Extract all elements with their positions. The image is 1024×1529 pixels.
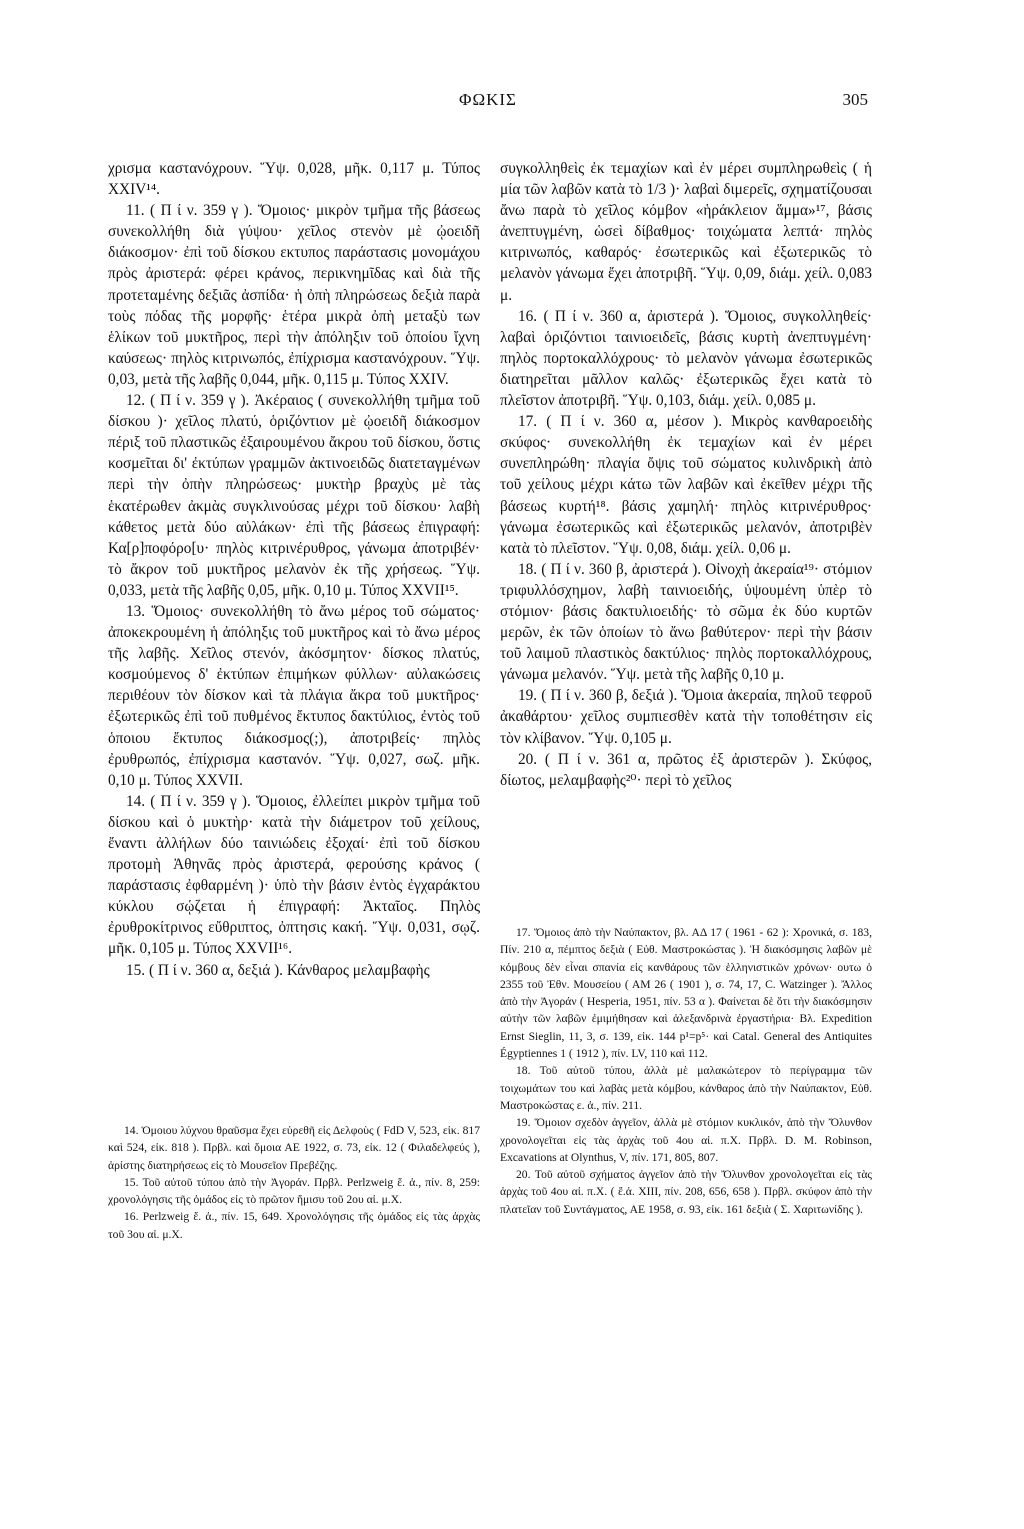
entry-19: 19. ( Π ί ν. 360 β, δεξιά ). Ὅμοια ἀκεραία, πηλοῦ τεφροῦ ἀκαθάρτου· χεῖλος συμπιεσθὲν κατὰ τὴν τοποθέτησιν εἰς τὸν κλίβανον. Ὕψ. 0,105 μ.	[500, 687, 872, 747]
entry-16: 16. ( Π ί ν. 360 α, ἀριστερά ). Ὅμοιος, συγκολληθείς· λαβαὶ ὁριζόντιοι ταινιοειδεῖς, βάσις κυρτὴ ἀνεπτυγμένη· πηλὸς πορτοκαλλόχρους· τὸ μελανὸν γάνωμα ἐσωτερικῶς διατηρεῖται μᾶλλον καλῶς· ἐξωτερικῶς ἔχει κατὰ τὸ πλεῖστον ἀποτριβῆ. Ὕψ. 0,103, διάμ. χείλ. 0,085 μ.	[500, 307, 872, 410]
footnote-16: 16. Perlzweig ἔ. ἀ., πίν. 15, 649. Χρονολόγησις τῆς ὁμάδος εἰς τὰς ἀρχὰς τοῦ 3ου αἰ. μ.Χ.	[108, 1210, 480, 1241]
right-column	[500, 158, 872, 791]
entry-13: 13. Ὅμοιος· συνεκολλήθη τὸ ἄνω μέρος τοῦ σώματος· ἀποκεκρουμένη ἡ ἀπόληξις τοῦ μυκτῆρος καὶ τὸ ἄνω μέρος τῆς λαβῆς. Χεῖλος στενόν, ἀκόσμητον· δίσκος πλατύς, κοσμούμενος δ' ἐκτύπων ἐπιμήκων φύλλων· αὐλακώσεις περιθέουν τὸν δίσκον καὶ τὰ πλάγια ἄκρα τοῦ μυκτῆρος· ἐξωτερικῶς ἐπὶ τοῦ πυθμένος ἔκτυπος δακτύλιος, ἐντὸς τοῦ ὁποιου ἔκτυπος διάκοσμος(;), ἀποτριβείς· πηλὸς ἐρυθρωπός, ἐπίχρισμα καστανόν. Ὕψ. 0,027, σωζ. μῆκ. 0,10 μ. Τύπος XXVII.	[108, 602, 480, 789]
entry-15-continuation: συγκολληθεὶς ἐκ τεμαχίων καὶ ἐν μέρει συμπληρωθεὶς ( ἡ μία τῶν λαβῶν κατὰ τὸ 1/3 )· λαβαὶ διμερεῖς, σχηματίζουσαι ἄνω παρὰ τὸ χεῖλος κόμβον «ἡράκλειον ἅμμα»¹⁷, βάσις ἀνεπτυγμένη, ὡσεὶ δίβαθμος· τοιχώματα λεπτά· πηλὸς κιτρινωπός, καθαρός· ἐσωτερικῶς καὶ ἐξωτερικῶς τὸ μελανὸν γάνωμα ἔχει ἀποτριβῆ. Ὕψ. 0,09, διάμ. χείλ. 0,083 μ.	[500, 160, 872, 304]
page-number: 305	[842, 90, 868, 109]
footnote-17: 17. Ὅμοιος ἀπὸ τὴν Ναύπακτον, βλ. ΑΔ 17 ( 1961 - 62 ): Χρονικά, σ. 183, Πίν. 210 α, πέμπτος δεξιὰ ( Εὐθ. Μαστροκώστας ). Ἡ διακόσμησις λαβῶν μὲ κόμβους δὲν εἶναι σπανία εἰς κανθάρους τῶν ἑλληνιστικῶν χρόνων· ουτω ὁ 2355 τοῦ Ἐθν. Μουσείου ( ΑΜ 26 ( 1901 ), σ. 74, 17, C. Watzinger ). Ἄλλος ἀπὸ τὴν Ἀγοράν ( Hesperia, 1951, πίν. 53 α ). Φαίνεται δὲ ὅτι τὴν διακόσμησιν αὐτὴν τῶν λαβῶν ἐμιμήθησαν καὶ ἀλεξανδρινὰ ἐργαστήρια· Βλ. Expedition Ernst Sieglin, 11, 3, σ. 139, εἰκ. 144 p¹=p⁵· καὶ Catal. General des Antiquites Égyptiennes 1 ( 1912 ), πίν. LV, 110 καὶ 112.	[500, 926, 872, 1061]
entry-18: 18. ( Π ί ν. 360 β, ἀριστερά ). Οἰνοχὴ ἀκεραία¹⁹· στόμιον τριφυλλόσχημον, λαβὴ ταινιοειδής, ὑψουμένη ὑπὲρ τὸ στόμιον· βάσις δακτυλιοειδής· τὸ σῶμα ἐκ δύο κυρτῶν μερῶν, ἐκ τῶν ὁποίων τὸ ἄνω βαθύτερον· περὶ τὴν βάσιν τοῦ λαιμοῦ πλαστικὸς δακτύλιος· πηλὸς πορτοκαλλόχρους, γάνωμα μελανόν. Ὕψ. μετὰ τῆς λαβῆς 0,10 μ.	[500, 560, 872, 684]
footnote-15: 15. Τοῦ αὐτοῦ τύπου ἀπὸ τὴν Ἀγοράν. Πρβλ. Perlzweig ἔ. ἀ., πίν. 8, 259: χρονολόγησις τῆς ὁμάδος εἰς τὸ πρῶτον ἥμισυ τοῦ 2ου αἰ. μ.Χ.	[108, 1175, 480, 1207]
footnote-19: 19. Ὅμοιον σχεδὸν ἀγγεῖον, ἀλλὰ μὲ στόμιον κυκλικόν, ἀπὸ τὴν Ὄλυνθον χρονολογεῖται εἰς τὰς ἀρχὰς τοῦ 4ου αἰ. π.Χ. Πρβλ. D. M. Robinson, Excavations at Olynthus, V, πίν. 171, 805, 807.	[500, 1116, 872, 1164]
entry-14: 14. ( Π ί ν. 359 γ ). Ὅμοιος, ἐλλείπει μικρὸν τμῆμα τοῦ δίσκου καὶ ὁ μυκτὴρ· κατὰ τὴν διάμετρον τοῦ χείλους, ἔναντι ἀλλήλων δύο ταινιώδεις ἐξοχαί· ἐπὶ τοῦ δίσκου προτομὴ Ἀθηνᾶς πρὸς ἀριστερά, φερούσης κράνος ( παράστασις ἐφθαρμένη )· ὑπὸ τὴν βάσιν ἐντὸς ἐγχαράκτου κύκλου σῴζεται ἡ ἐπιγραφή: Ἀκταῖος. Πηλὸς ἐρυθροκίτρινος εὔθριπτος, ὀπτησις κακή. Ὕψ. 0,031, σῳζ. μῆκ. 0,105 μ. Τύπος XXVII¹⁶.	[108, 792, 480, 958]
left-footnotes	[108, 1122, 480, 1243]
paragraph-continuation: χρισμα καστανόχρουν. Ὕψ. 0,028, μῆκ. 0,117 μ. Τύπος XXIV¹⁴.	[108, 160, 480, 199]
footnote-18: 18. Τοῦ αὐτοῦ τύπου, ἀλλὰ μὲ μαλακώτερον τὸ περίγραμμα τῶν τοιχωμάτων του καὶ λαβὰς μετὰ κόμβου, κάνθαρος ἀπὸ τὴν Ναύπακτον, Εὐθ. Μαστροκώστας ε. ἀ., πίν. 211.	[500, 1064, 872, 1112]
running-title: ΦΩΚΙΣ	[459, 90, 517, 109]
right-footnotes	[500, 924, 872, 1218]
left-column	[108, 158, 480, 981]
entry-12: 12. ( Π ί ν. 359 γ ). Ἀκέραιος ( συνεκολλήθη τμῆμα τοῦ δίσκου )· χεῖλος πλατύ, ὁριζόντιον μὲ ᾠοειδῆ διάκοσμον πέριξ τοῦ πλαστικῶς ἐξαιρουμένου ἄκρου τοῦ δίσκου, ὅστις κοσμεῖται δι' ἐκτύπων γραμμῶν ἀκτινοειδῶς διατεταγμένων περὶ τὴν ὀπὴν πληρώσεως· μυκτὴρ βραχὺς μὲ τὰς ἑκατέρωθεν ἀκμὰς συγκλινούσας μέχρι τοῦ δίσκου· λαβὴ κάθετος μετὰ δύο αὐλάκων· ἐπὶ τῆς βάσεως ἐπιγραφή: Κα[ρ]ποφόρο[υ· πηλὸς κιτρινέρυθρος, γάνωμα ἀποτριβέν· τὸ ἄκρον τοῦ μυκτῆρος μελανὸν ἐκ τῆς χρήσεως. Ὕψ. 0,033, μετὰ τῆς λαβῆς 0,05, μῆκ. 0,10 μ. Τύπος XXVII¹⁵.	[108, 392, 480, 599]
entry-20: 20. ( Π ί ν. 361 α, πρῶτος ἐξ ἀριστερῶν ). Σκύφος, δίωτος, μελαμβαφὴς²⁰· περὶ τὸ χεῖλος	[500, 750, 872, 789]
entry-11: 11. ( Π ί ν. 359 γ ). Ὅμοιος· μικρὸν τμῆμα τῆς βάσεως συνεκολλήθη διὰ γύψου· χεῖλος στενὸν μὲ ᾠοειδῆ διάκοσμον· ἐπὶ τοῦ δίσκου εκτυπος παράστασις μονομάχου πρὸς ἀριστερά: φέρει κράνος, περικνημῖδας καὶ διὰ τῆς προτεταμένης δεξιᾶς ἀσπίδα· ἡ ὀπὴ πληρώσεως δεξιὰ παρὰ τοὺς πόδας τῆς μορφῆς· ἑτέρα μικρὰ ὀπὴ μεταξὺ των ἑλίκων τοῦ μυκτῆρος, περὶ τὴν ἀπόληξιν τοῦ ὁποίου ἴχνη καύσεως· πηλὸς κιτρινωπός, ἐπίχρισμα καστανόχρουν. Ὕψ. 0,03, μετὰ τῆς λαβῆς 0,044, μῆκ. 0,115 μ. Τύπος XXIV.	[108, 202, 480, 388]
running-header	[108, 90, 868, 114]
entry-17: 17. ( Π ί ν. 360 α, μέσον ). Μικρὸς κανθαροειδὴς σκύφος· συνεκολλήθη ἐκ τεμαχίων καὶ ἐν μέρει συνεπληρώθη· πλαγία ὄψις τοῦ σώματος κυλινδρικὴ ἀπὸ τοῦ χείλους μέχρι κάτω τῶν λαβῶν καὶ ἐκεῖθεν μέχρι τῆς βάσεως κυρτή¹⁸. βάσις χαμηλή· πηλὸς κιτρινέρυθρος· γάνωμα ἐσωτερικῶς καὶ ἐξωτερικῶς μελανόν, ἀποτριβὲν κατὰ τὸ πλεῖστον. Ὕψ. 0,08, διάμ. χείλ. 0,06 μ.	[500, 413, 872, 557]
footnote-14: 14. Ὁμοιου λύχνου θραῦσμα ἔχει εὑρεθῆ εἰς Δελφοὺς ( FdD V, 523, εἰκ. 817 καὶ 524, εἰκ. 818 ). Πρβλ. καὶ ὅμοια ΑΕ 1922, σ. 73, εἰκ. 12 ( Φιλαδελφεύς ), ἀρίστης διατηρήσεως εἰς τὸ Μουσεῖον Πρεβέζης.	[108, 1124, 480, 1172]
footnote-20: 20. Τοῦ αὐτοῦ σχήματος ἀγγεῖον ἀπὸ τὴν Ὄλυνθον χρονολογεῖται εἰς τὰς ἀρχὰς τοῦ 4ου αἰ. π.Χ. ( ἔ.ἀ. XIII, πίν. 208, 656, 658 ). Πρβλ. σκύφον ἀπὸ τὴν πλατεῖαν τοῦ Συντάγματος, ΑΕ 1958, σ. 93, εἰκ. 161 δεξιὰ ( Σ. Χαριτωνίδης ).	[500, 1168, 872, 1216]
entry-15: 15. ( Π ί ν. 360 α, δεξιά ). Κάνθαρος μελαμβαφὴς	[126, 961, 430, 979]
